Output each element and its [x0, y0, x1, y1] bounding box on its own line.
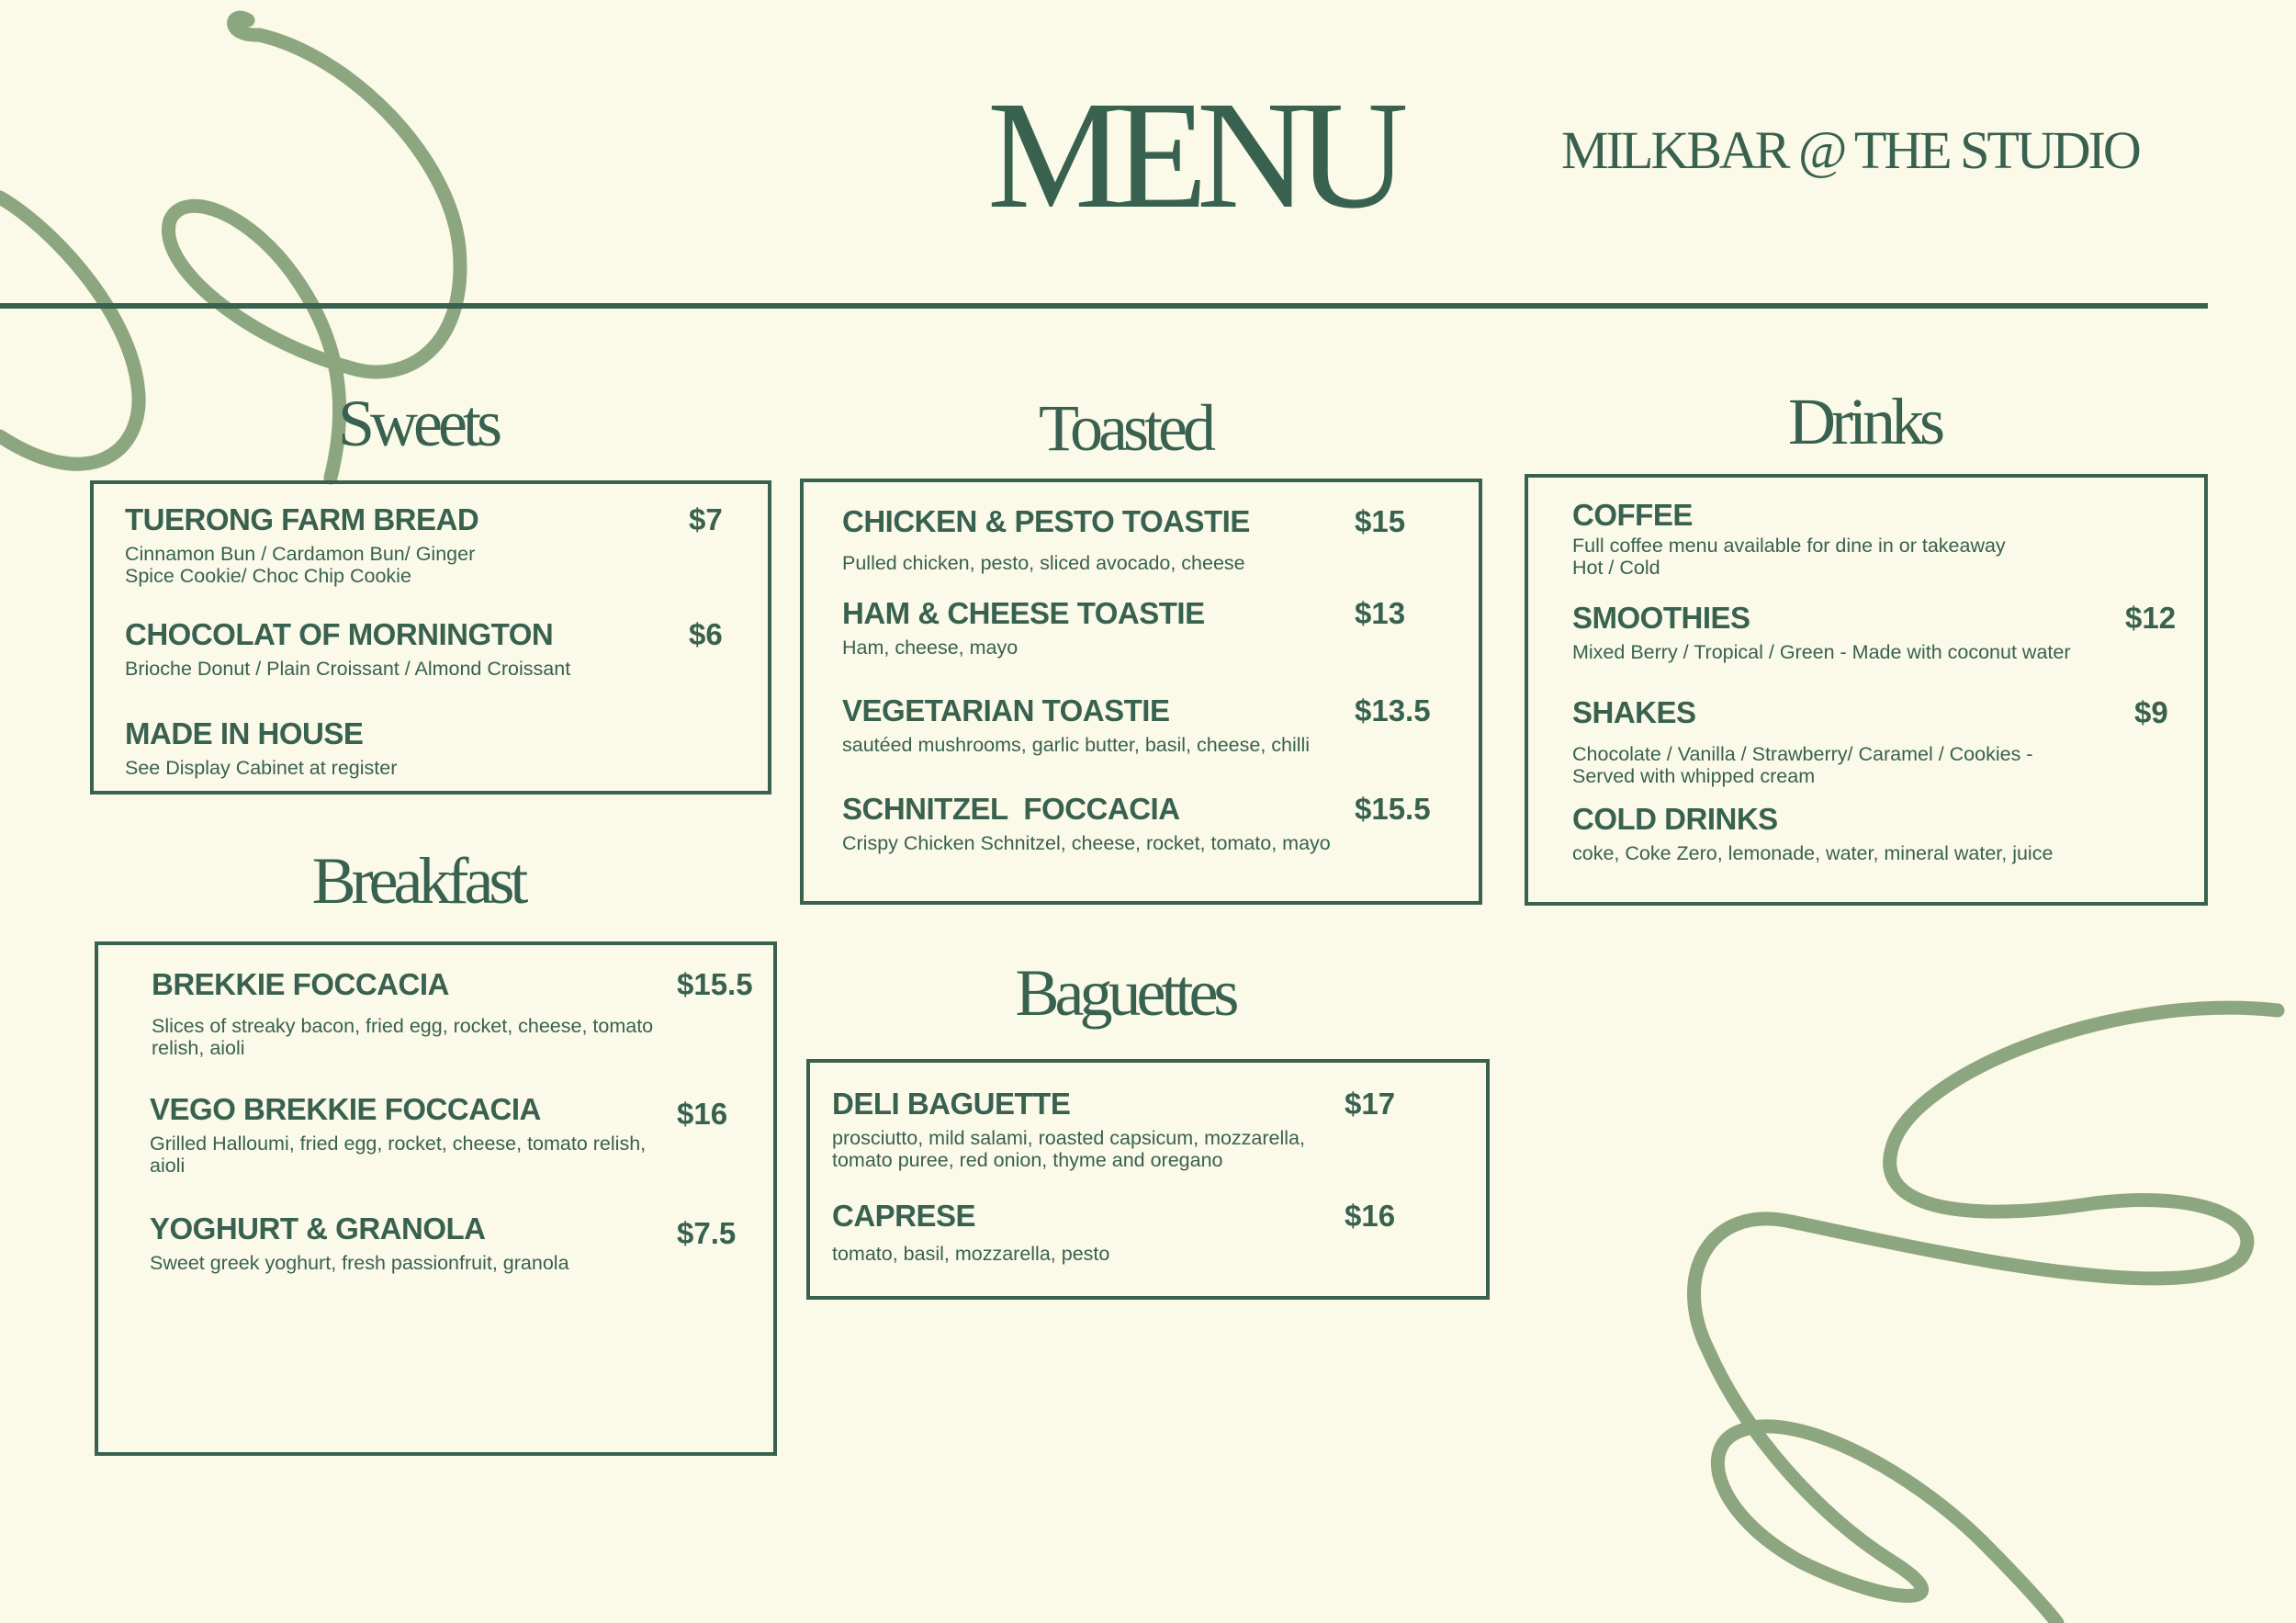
item-price: $9 [2134, 695, 2168, 729]
item-name: SHAKES [1572, 695, 1696, 729]
menu-item [150, 1212, 664, 1274]
item-name: HAM & CHEESE TOASTIE [842, 596, 1205, 630]
item-name: VEGETARIAN TOASTIE [842, 693, 1170, 727]
item-name: CHICKEN & PESTO TOASTIE [842, 504, 1250, 538]
item-name: COFFEE [1572, 498, 1693, 532]
item-description: Full coffee menu available for dine in or takeaway Hot / Cold [1572, 535, 2006, 579]
menu-item [842, 693, 1356, 756]
brand-name: MILKBAR @ THE STUDIO [1561, 120, 2139, 180]
item-name: MADE IN HOUSE [125, 716, 364, 750]
menu-item [125, 617, 639, 680]
item-price: $13 [1355, 596, 1406, 630]
menu-item [1572, 498, 2123, 579]
item-price: $13.5 [1355, 693, 1431, 727]
item-description: Cinnamon Bun / Cardamon Bun/ Ginger Spice Cookie/ Choc Chip Cookie [125, 543, 476, 587]
item-description: Slices of streaky bacon, fried egg, rocket, cheese, tomato relish, aioli [152, 1015, 654, 1059]
menu-item [150, 1092, 664, 1177]
item-price: $7 [689, 502, 723, 536]
menu-item [152, 967, 666, 1059]
item-name: BREKKIE FOCCACIA [152, 967, 449, 1001]
menu-item [842, 504, 1356, 574]
menu-item [1572, 802, 2123, 864]
item-description: See Display Cabinet at register [125, 757, 398, 779]
item-name: SCHNITZEL FOCCACIA [842, 792, 1180, 826]
item-price: $15 [1355, 504, 1406, 538]
sweets-box [90, 480, 771, 795]
item-description: Mixed Berry / Tropical / Green - Made with coconut water [1572, 641, 2071, 663]
item-name: YOGHURT & GRANOLA [150, 1212, 486, 1245]
toasted-box [800, 479, 1482, 905]
header-divider [0, 303, 2208, 309]
item-name: TUERONG FARM BREAD [125, 502, 479, 536]
drinks-box [1525, 474, 2208, 906]
item-name: CAPRESE [832, 1199, 976, 1233]
menu-item [832, 1087, 1346, 1171]
item-description: Pulled chicken, pesto, sliced avocado, cheese [842, 552, 1245, 574]
menu-item [832, 1199, 1346, 1265]
item-price: $15.5 [1355, 792, 1431, 826]
item-price: $17 [1345, 1087, 1396, 1121]
menu-item [125, 716, 639, 779]
menu-item [125, 502, 639, 587]
item-price: $7.5 [677, 1216, 737, 1250]
item-description: coke, Coke Zero, lemonade, water, mineral water, juice [1572, 842, 2054, 864]
item-name: SMOOTHIES [1572, 601, 1750, 635]
item-description: Brioche Donut / Plain Croissant / Almond Croissant [125, 658, 571, 680]
item-price: $12 [2125, 601, 2177, 635]
item-name: CHOCOLAT OF MORNINGTON [125, 617, 554, 651]
item-description: tomato, basil, mozzarella, pesto [832, 1243, 1110, 1265]
breakfast-box [95, 941, 777, 1456]
item-description: sautéed mushrooms, garlic butter, basil, cheese, chilli [842, 734, 1311, 756]
item-name: VEGO BREKKIE FOCCACIA [150, 1092, 541, 1126]
item-description: prosciutto, mild salami, roasted capsicum, mozzarella, tomato puree, red onion, thyme and oregano [832, 1127, 1305, 1171]
item-price: $6 [689, 617, 723, 651]
section-heading-sweets: Sweets [338, 387, 498, 460]
menu-item [842, 792, 1356, 854]
item-description: Grilled Halloumi, fried egg, rocket, cheese, tomato relish, aioli [150, 1133, 647, 1177]
item-name: DELI BAGUETTE [832, 1087, 1071, 1121]
section-heading-breakfast: Breakfast [311, 844, 524, 918]
item-description: Chocolate / Vanilla / Strawberry/ Caramel / Cookies - Served with whipped cream [1572, 743, 2033, 787]
menu-item [842, 596, 1356, 659]
item-price: $15.5 [677, 967, 753, 1001]
section-heading-drinks: Drinks [1788, 385, 1941, 458]
item-price: $16 [677, 1097, 728, 1131]
menu-item [1572, 695, 2123, 787]
item-name: COLD DRINKS [1572, 802, 1778, 836]
menu-title: MENU [987, 70, 1398, 241]
section-heading-toasted: Toasted [1039, 391, 1211, 465]
item-description: Crispy Chicken Schnitzel, cheese, rocket, tomato, mayo [842, 832, 1331, 854]
item-description: Sweet greek yoghurt, fresh passionfruit, granola [150, 1252, 569, 1274]
item-description: Ham, cheese, mayo [842, 637, 1019, 659]
item-price: $16 [1345, 1199, 1396, 1233]
menu-item [1572, 601, 2142, 663]
section-heading-baguettes: Baguettes [1015, 956, 1235, 1030]
baguettes-box [806, 1059, 1490, 1300]
